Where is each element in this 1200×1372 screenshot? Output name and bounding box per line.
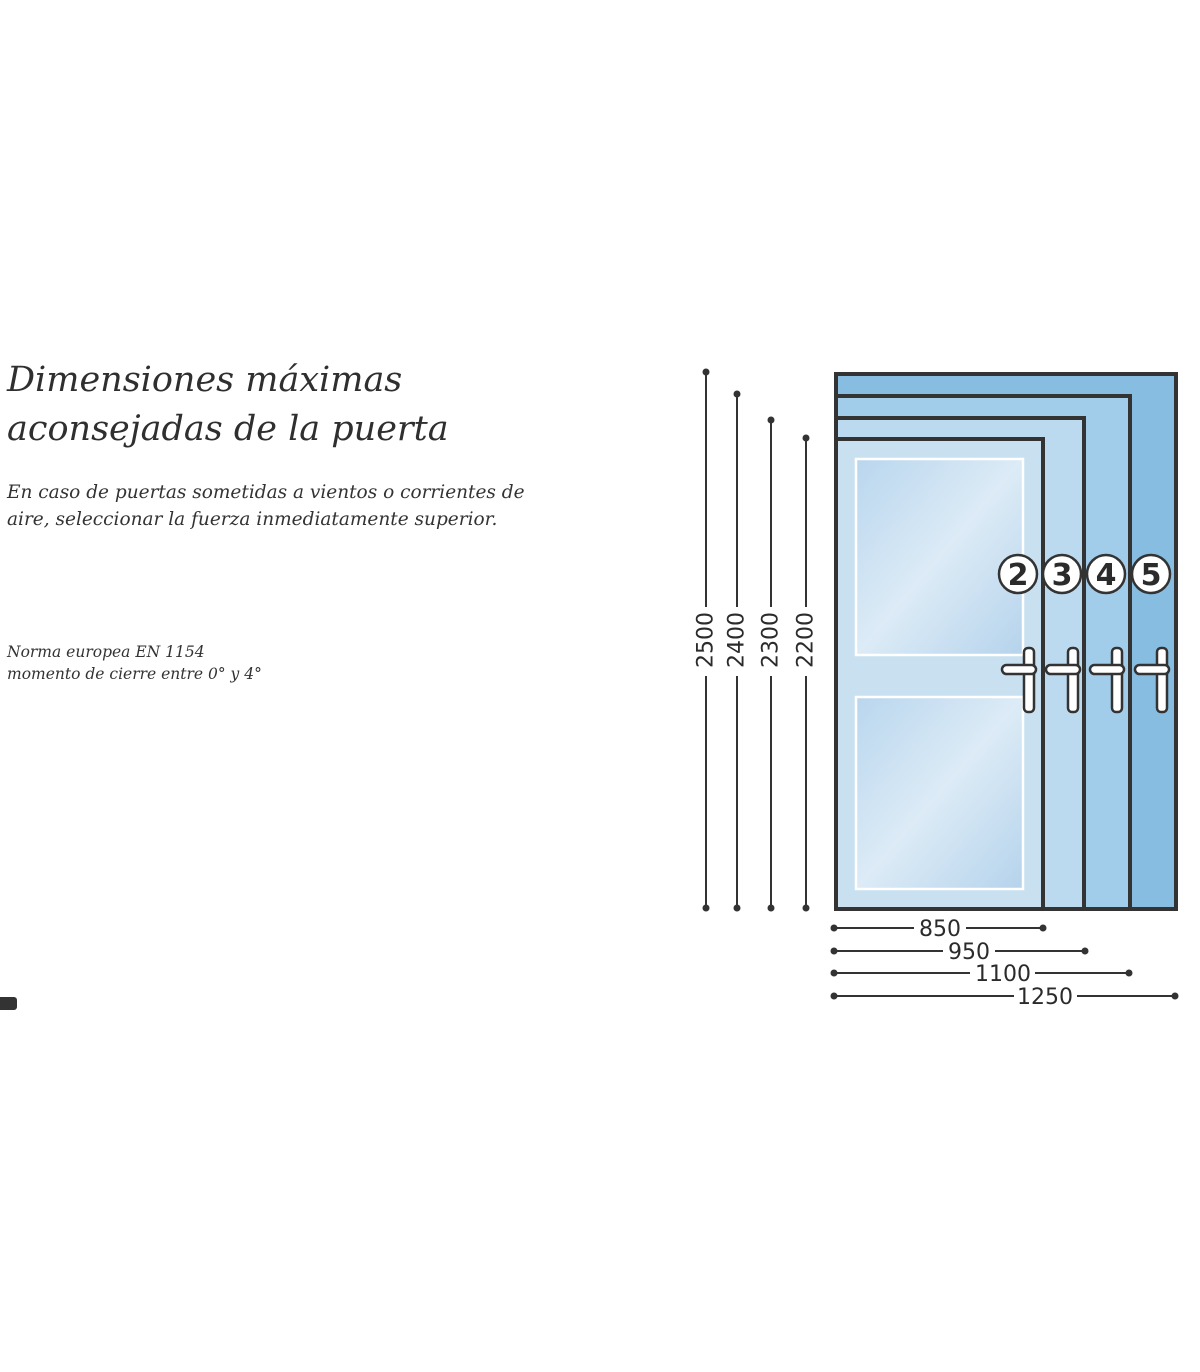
height-label-2200: 2200 [793,612,819,668]
height-dimension-2300 [759,417,784,912]
width-label-1100: 1100 [975,962,1031,987]
width-label-950: 950 [948,940,990,965]
door-panel-upper [856,459,1023,655]
height-label-2400: 2400 [724,612,750,668]
height-dimension-2200 [794,435,819,912]
norm-note-line-2: momento de cierre entre 0° y 4° [7,665,262,683]
norm-note-line-1: Norma europea EN 1154 [7,643,205,661]
width-dimension-1250 [831,985,1179,1010]
title-line-2: aconsejadas de la puerta [7,409,449,449]
force-label-2: 2 [1007,558,1029,593]
height-label-2300: 2300 [758,612,784,668]
door-panel-lower [856,697,1023,889]
width-dimension-1100 [831,962,1133,987]
force-label-3: 3 [1051,558,1073,593]
height-dimension-2500 [694,369,719,912]
force-label-5: 5 [1140,558,1162,593]
force-badge-5 [1132,555,1170,593]
wind-note-line-2: aire, seleccionar la fuerza inmediatamente superior. [7,509,498,530]
wind-note-line-1: En caso de puertas sometidas a vientos o corrientes de [7,482,525,503]
width-label-1250: 1250 [1017,985,1073,1010]
height-label-2500: 2500 [693,612,719,668]
height-dimension-2400 [725,391,750,912]
force-badge-2 [999,555,1037,593]
force-badge-3 [1043,555,1081,593]
force-badge-4 [1087,555,1125,593]
width-dimension-850 [831,917,1047,942]
title-line-1: Dimensiones máximas [7,360,403,400]
width-dimension-950 [831,940,1089,965]
force-label-4: 4 [1095,558,1117,593]
width-label-850: 850 [919,917,961,942]
